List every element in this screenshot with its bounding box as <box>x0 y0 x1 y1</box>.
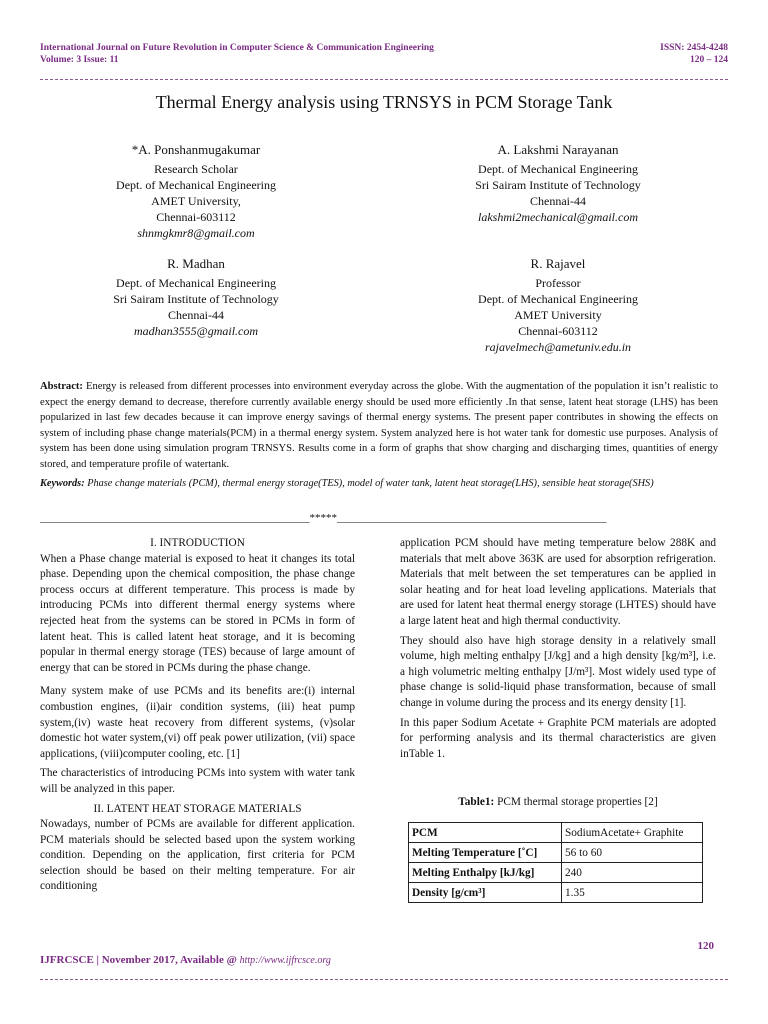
table-row <box>409 843 703 863</box>
author-block-1 <box>46 142 346 241</box>
author-affiliation: Dept. of Mechanical Engineering <box>478 162 638 176</box>
keywords-text: Phase change materials (PCM), thermal energy storage(TES), model of water tank, latent heat storage(LHS), sensible heat storage(SHS) <box>87 478 654 489</box>
intro-paragraph: The characteristics of introducing PCMs into system with water tank will be analyzed in this paper. <box>40 767 355 795</box>
author-email[interactable]: shnmgkmr8@gmail.com <box>137 226 255 240</box>
footer-brand: IJFRCSCE | November 2017, Available @ <box>40 954 240 966</box>
table-caption-text: PCM thermal storage properties [2] <box>494 796 658 808</box>
left-column <box>40 536 355 899</box>
body-paragraph: They should also have high storage density in a relatively small volume, high melting enthalpy [J/kg] and a high density [kg/m³], i.e. a high volumetric melting enthalpy [J/m³]. Most widely used type of phase change is solid-liquid phase transformation, because of small change in volume during the process and its energy density [1]. <box>400 634 716 709</box>
right-column <box>400 536 716 766</box>
table-label: Table1: <box>458 796 495 808</box>
table-cell-key: Density [g/cm³] <box>409 883 562 903</box>
intro-paragraph: Many system make of use PCMs and its benefits are:(i) internal combustion engines, (ii)air condition systems, (iii) heat pump system,(iv) waste heat recovery from different systems, (v)solar domestic hot water system,(vi) off peak power utilization, (vii) space applications, (viii)computer cooling, etc. [1] <box>40 685 355 760</box>
body-paragraph: In this paper Sodium Acetate + Graphite PCM materials are adopted for performing analysis and its thermal characteristics are given inTable 1. <box>400 716 716 760</box>
header-divider <box>40 79 728 80</box>
journal-header <box>40 42 580 66</box>
author-block-2 <box>408 142 708 225</box>
footer-divider <box>40 979 728 980</box>
author-affiliation: Chennai-603112 <box>156 210 236 224</box>
keywords <box>40 477 718 491</box>
author-affiliation: Sri Sairam Institute of Technology <box>475 178 641 192</box>
author-affiliation: Dept. of Mechanical Engineering <box>116 276 276 290</box>
author-affiliation: Chennai-44 <box>530 194 586 208</box>
author-name: R. Rajavel <box>530 256 586 271</box>
table-cell-key: Melting Temperature [˚C] <box>409 843 562 863</box>
table-cell-value: 56 to 60 <box>562 843 703 863</box>
journal-name: International Journal on Future Revolution in Computer Science & Communication Engineering <box>40 43 434 53</box>
author-affiliation: Professor <box>535 276 581 290</box>
author-email[interactable]: madhan3555@gmail.com <box>133 324 259 338</box>
intro-paragraph: When a Phase change material is exposed to heat it changes its total phase. Depending upon the chemical composition, the phase change process occurs at different temperature. This process is made by introducing PCMs into different thermal energy systems where rejected heat from the systems can be stored in PCMs in form of latent heat. This is called latent heat storage, and it is becoming popular in thermal energy storage (TES) because of large amount of energy that can be stored in PCMs during the phase change. <box>40 552 355 674</box>
keywords-label: Keywords: <box>40 478 85 489</box>
author-affiliation: Dept. of Mechanical Engineering <box>116 178 276 192</box>
issn: ISSN: 2454-4248 <box>660 43 728 53</box>
author-affiliation: Research Scholar <box>154 162 238 176</box>
table-caption <box>400 796 716 808</box>
table-cell-key: PCM <box>409 823 562 843</box>
table-cell-value: 240 <box>562 863 703 883</box>
abstract-label: Abstract: <box>40 381 83 392</box>
section-heading-introduction: I. INTRODUCTION <box>150 537 245 549</box>
table-cell-value: 1.35 <box>562 883 703 903</box>
author-name: R. Madhan <box>167 256 225 271</box>
issn-block <box>578 42 728 66</box>
author-block-4 <box>408 256 708 355</box>
paper-title: Thermal Energy analysis using TRNSYS in PCM Storage Tank <box>155 92 613 112</box>
table-cell-key: Melting Enthalpy [kJ/kg] <box>409 863 562 883</box>
section-separator: _________________________________________________*****_________________________________________________ <box>40 512 607 524</box>
journal-url-link[interactable]: http://www.ijfrcsce.org <box>239 955 331 966</box>
author-affiliation: AMET University <box>514 308 602 322</box>
author-affiliation: Sri Sairam Institute of Technology <box>113 292 279 306</box>
pcm-properties-table <box>408 822 703 903</box>
author-block-3 <box>46 256 346 339</box>
volume-issue: Volume: 3 Issue: 11 <box>40 55 119 65</box>
author-name: A. Lakshmi Narayanan <box>497 142 619 157</box>
table-row <box>409 863 703 883</box>
abstract-text: Energy is released from different processes into environment everyday across the globe. With the augmentation of the population it isn’t realistic to expect the energy demand to decrease, therefore currently available energy should be used more efficiently .In that sense, latent heat storage (LHS) has been popularized in last few decades because it can improve energy savings of thermal energy systems. The present paper contributes in showing the effects on system of including phase change materials(PCM) in a thermal energy system. System analyzed here is hot water tank for domestic use purposes. Analysis of system has been done using simulation program TRNSYS. Results come in a form of graphs that show charging and discharging times, quantities of energy stored, and temperature profile of watertank. <box>40 381 718 470</box>
footer <box>40 954 331 966</box>
author-name: *A. Ponshanmugakumar <box>131 142 261 157</box>
body-paragraph: Nowadays, number of PCMs are available for different application. PCM materials should be selected based upon the system working condition. Depending on the application, first criteria for PCM selection should be based on their melting temperature. For air conditioning <box>40 818 355 893</box>
author-email[interactable]: rajavelmech@ametuniv.edu.in <box>484 340 632 354</box>
page-number: 120 <box>697 940 714 952</box>
table-row <box>409 883 703 903</box>
author-affiliation: Dept. of Mechanical Engineering <box>478 292 638 306</box>
author-email[interactable]: lakshmi2mechanical@gmail.com <box>477 210 638 224</box>
author-affiliation: Chennai-44 <box>168 308 224 322</box>
author-affiliation: AMET University, <box>151 194 241 208</box>
table-cell-value: SodiumAcetate+ Graphite <box>562 823 703 843</box>
author-affiliation: Chennai-603112 <box>518 324 598 338</box>
abstract <box>40 379 718 473</box>
table-row <box>409 823 703 843</box>
section-heading-latent-heat: II. LATENT HEAT STORAGE MATERIALS <box>93 802 302 815</box>
page-range: 120 – 124 <box>690 55 728 65</box>
body-paragraph: application PCM should have meting temperature below 288K and materials that melt above 363K are used for absorption refrigeration. Materials that melt between the set temperatures can be applied in solar heating and for heat load leveling applications. Materials that are used for latent heat thermal energy storage (LHTES) should have a large latent heat and high thermal conductivity. <box>400 537 716 627</box>
